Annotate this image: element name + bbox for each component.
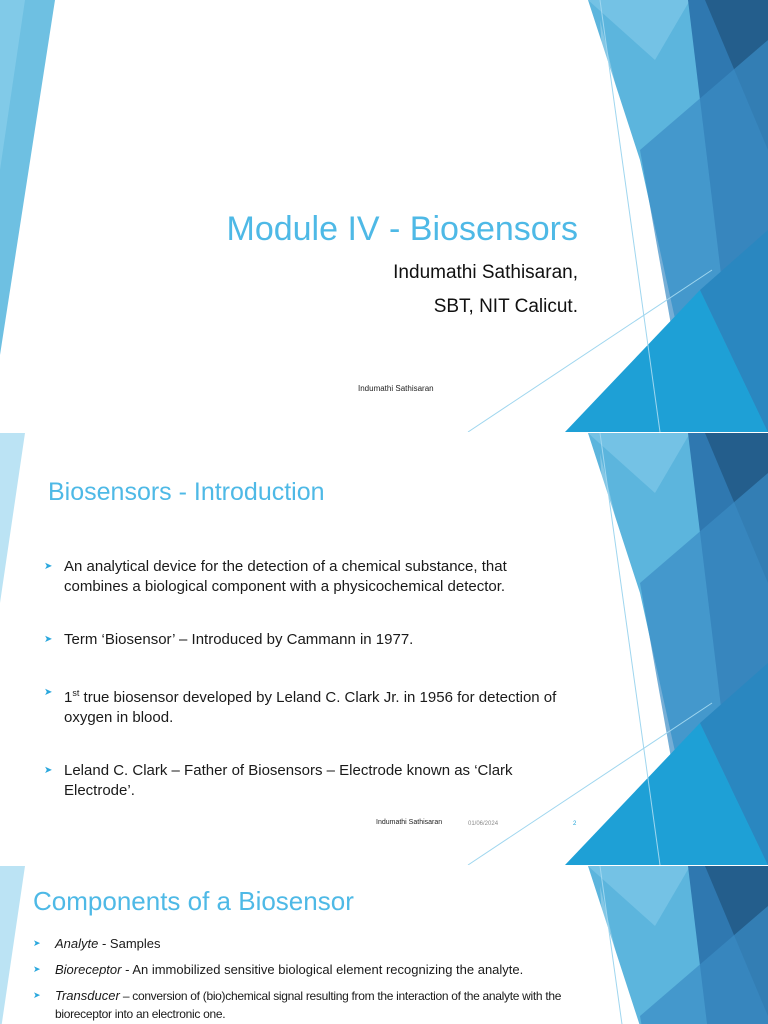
arrow-bullet-icon: ➤ (33, 990, 41, 1000)
bullet-list (33, 935, 573, 1023)
introduction-slide (0, 433, 768, 865)
arrow-bullet-icon: ➤ (44, 765, 53, 776)
arrow-bullet-icon: ➤ (33, 938, 41, 948)
slide-number: 2 (573, 821, 577, 827)
components-slide (0, 866, 768, 1024)
list-item: ➤ Transducer – conversion of (bio)chemical signal resulting from the interaction of the analyte with the bioreceptor into an electronic one. (33, 988, 562, 1021)
list-item: ➤ Term ‘Biosensor’ – Introduced by Cammann in 1977. (44, 631, 414, 648)
slide-title: Biosensors - Introduction (48, 478, 325, 506)
slide-footer: Indumathi Sathisaran (358, 384, 434, 393)
author-name: Indumathi Sathisaran, (393, 262, 578, 283)
list-item: ➤ Bioreceptor - An immobilized sensitive biological element recognizing the analyte. (33, 962, 524, 977)
slide-footer: Indumathi Sathisaran (376, 819, 443, 826)
list-item: ➤ 1st true biosensor developed by Leland C. Clark Jr. in 1956 for detection of oxygen in blood. (42, 683, 562, 728)
bullet-list (42, 557, 562, 834)
arrow-bullet-icon: ➤ (44, 561, 53, 572)
arrow-bullet-icon: ➤ (44, 634, 53, 645)
list-item: ➤ An analytical device for the detection of a chemical substance, that combines a biological component with a physicochemical detector. (44, 558, 507, 595)
author-affiliation: SBT, NIT Calicut. (433, 296, 578, 317)
list-item: ➤ Leland C. Clark – Father of Biosensors – Electrode known as ‘Clark Electrode’. (44, 762, 513, 799)
slide-date: 01/06/2024 (468, 821, 499, 827)
title-slide (0, 0, 768, 432)
slide-title: Module IV - Biosensors (226, 210, 578, 248)
list-item: ➤ Analyte - Samples (33, 936, 161, 951)
arrow-bullet-icon: ➤ (44, 687, 53, 698)
slide-title: Components of a Biosensor (33, 886, 354, 916)
arrow-bullet-icon: ➤ (33, 964, 41, 974)
